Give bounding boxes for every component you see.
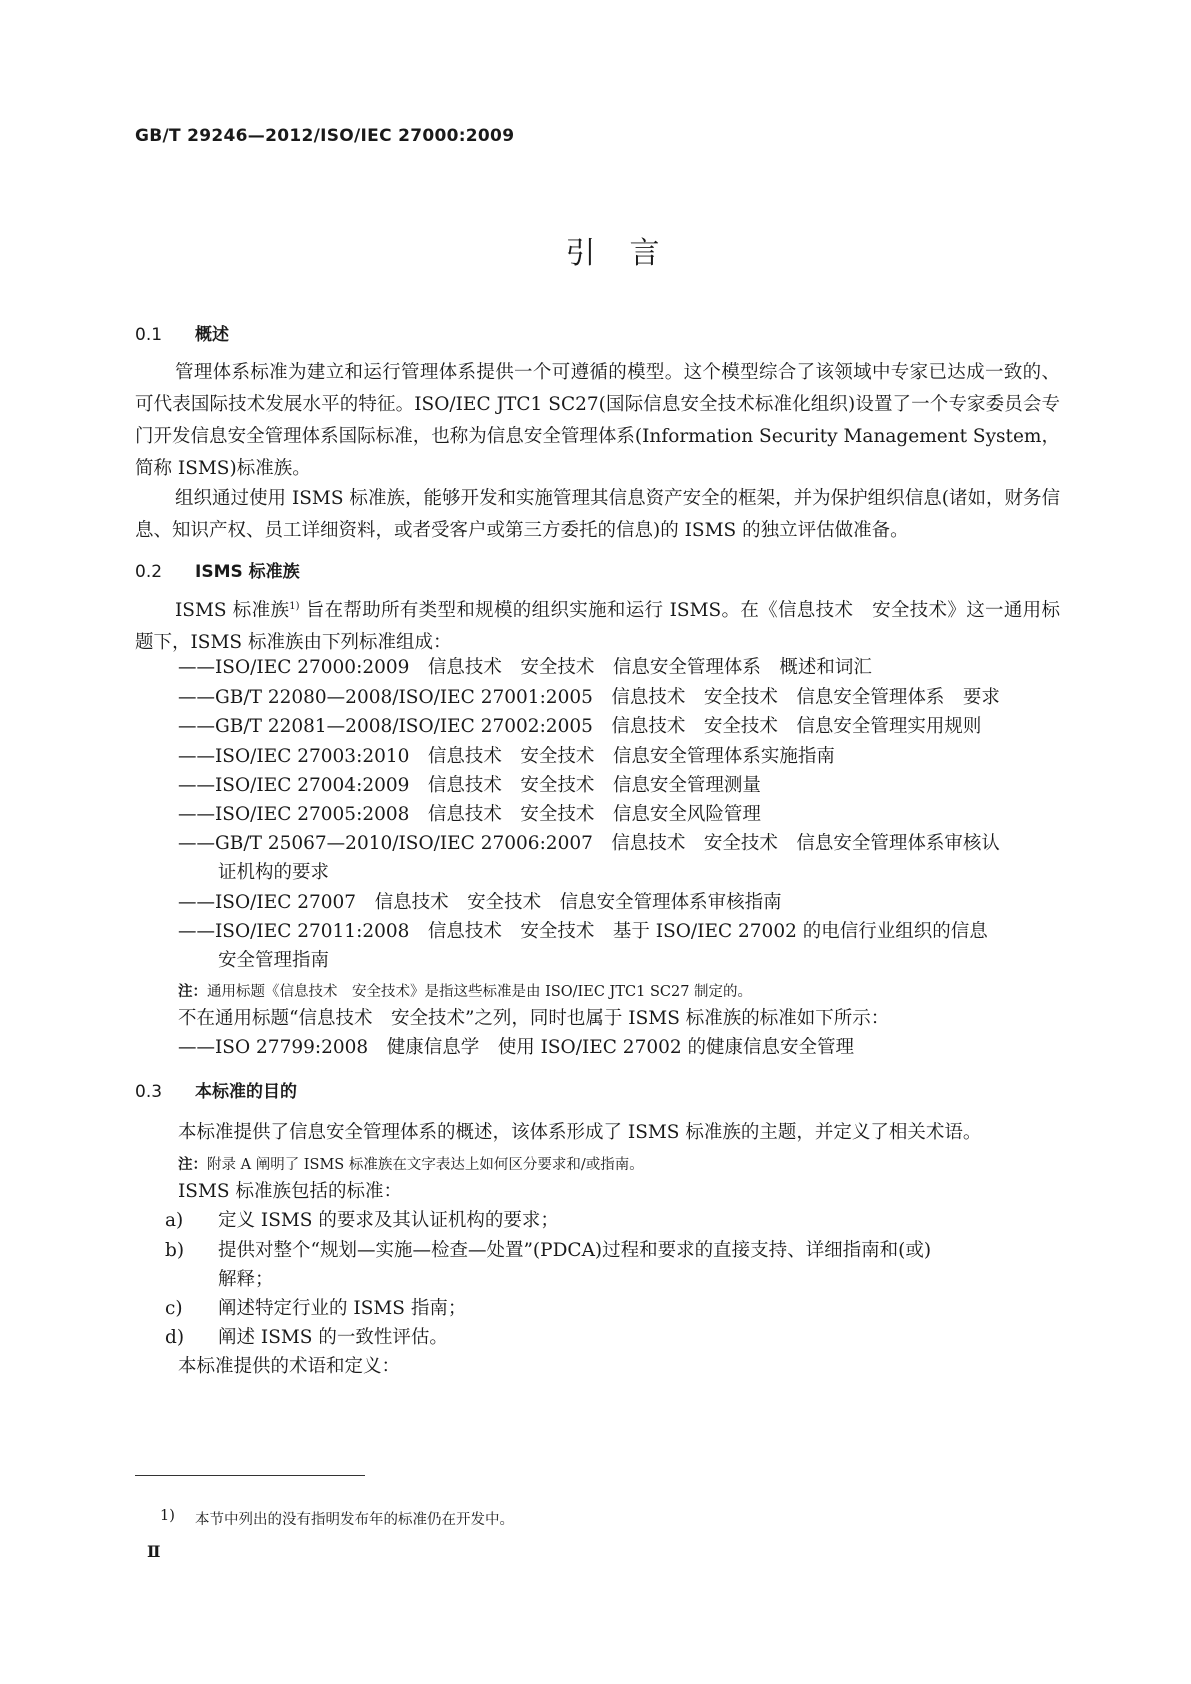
list-item: ——ISO/IEC 27005:2008 信息技术 安全技术 信息安全风险管理	[178, 804, 761, 825]
list-item: ——ISO/IEC 27000:2009 信息技术 安全技术 信息安全管理体系 概述和词汇	[178, 657, 872, 678]
list-item-continuation: 证机构的要求	[218, 862, 330, 883]
section-title: ISMS 标准族	[195, 562, 300, 582]
list-item: 阐述特定行业的 ISMS 指南；	[218, 1298, 467, 1319]
section-heading-0-2	[135, 557, 300, 582]
note-label: 注：	[178, 984, 207, 1000]
footnote-divider	[135, 1475, 365, 1476]
note	[178, 980, 752, 1001]
section-number: 0.2	[135, 562, 163, 582]
note-text: 通用标题《信息技术 安全技术》是指这些标准是由 ISO/IEC JTC1 SC27 制定的。	[207, 984, 753, 1000]
paragraph-overview-1: 管理体系标准为建立和运行管理体系提供一个可遵循的模型。这个模型综合了该领域中专家已达成一致的、可代表国际技术发展水平的特征。ISO/IEC JTC1 SC27(国际信息安全技术标准化组织)设置了一个专家委员会专门开发信息安全管理体系国际标准，也称为信息安全管理体系(Information Security Management System，简称 ISMS)标准族。	[135, 362, 1060, 479]
list-item: ——ISO/IEC 27004:2009 信息技术 安全技术 信息安全管理测量	[178, 775, 761, 796]
list-marker: c)	[165, 1298, 183, 1319]
note-label: 注：	[178, 1157, 207, 1173]
paragraph-other-standards: 不在通用标题“信息技术 安全技术”之列，同时也属于 ISMS 标准族的标准如下所示：	[178, 1008, 890, 1029]
list-item-continuation: 安全管理指南	[218, 950, 330, 971]
list-marker: b)	[165, 1240, 185, 1261]
list-item-continuation: 解释；	[218, 1269, 274, 1290]
list-item: ——ISO/IEC 27011:2008 信息技术 安全技术 基于 ISO/IEC 27002 的电信行业组织的信息	[178, 921, 988, 942]
paragraph-family-includes: ISMS 标准族包括的标准：	[178, 1181, 402, 1202]
list-item: 阐述 ISMS 的一致性评估。	[218, 1327, 448, 1348]
section-title: 概述	[195, 325, 229, 345]
page-number: Ⅱ	[147, 1542, 161, 1561]
page-title: 引言	[565, 236, 694, 271]
list-item: 定义 ISMS 的要求及其认证机构的要求；	[218, 1210, 559, 1231]
section-title: 本标准的目的	[195, 1082, 297, 1102]
document-header: GB/T 29246—2012/ISO/IEC 27000:2009	[135, 126, 515, 146]
paragraph-text: ISMS 标准族	[175, 600, 290, 622]
section-number: 0.1	[135, 325, 163, 345]
list-marker: d)	[165, 1327, 185, 1348]
paragraph-overview-2: 组织通过使用 ISMS 标准族，能够开发和实施管理其信息资产安全的框架，并为保护组织信息(诸如，财务信息、知识产权、员工详细资料，或者受客户或第三方委托的信息)的 ISMS 的独立评估做准备。	[135, 488, 1060, 541]
footnote-ref: 1)	[289, 601, 300, 612]
list-marker: a)	[165, 1210, 184, 1231]
section-heading-0-3	[135, 1077, 297, 1102]
footnote-marker: 1)	[160, 1508, 175, 1524]
paragraph-isms-family	[135, 591, 1060, 659]
note-text: 附录 A 阐明了 ISMS 标准族在文字表达上如何区分要求和/或指南。	[207, 1157, 644, 1173]
list-item: ——ISO/IEC 27003:2010 信息技术 安全技术 信息安全管理体系实施指南	[178, 746, 835, 767]
section-number: 0.3	[135, 1082, 163, 1102]
list-item: 提供对整个“规划—实施—检查—处置”(PDCA)过程和要求的直接支持、详细指南和(或)	[218, 1240, 932, 1261]
section-heading-0-1	[135, 320, 229, 345]
note	[178, 1153, 644, 1174]
list-item: ——GB/T 22080—2008/ISO/IEC 27001:2005 信息技术 安全技术 信息安全管理体系 要求	[178, 687, 1000, 708]
paragraph-text: 旨在帮助所有类型和规模的组织实施和运行 ISMS。在《信息技术 安全技术》这一通用标题下，ISMS 标准族由下列标准组成：	[135, 600, 1060, 654]
paragraph-purpose: 本标准提供了信息安全管理体系的概述，该体系形成了 ISMS 标准族的主题，并定义了相关术语。	[178, 1122, 982, 1143]
paragraph-terms: 本标准提供的术语和定义：	[178, 1356, 401, 1377]
list-item: ——ISO 27799:2008 健康信息学 使用 ISO/IEC 27002 的健康信息安全管理	[178, 1037, 855, 1058]
footnote-text: 本节中列出的没有指明发布年的标准仍在开发中。	[195, 1512, 514, 1528]
list-item: ——GB/T 22081—2008/ISO/IEC 27002:2005 信息技术 安全技术 信息安全管理实用规则	[178, 716, 982, 737]
list-item: ——GB/T 25067—2010/ISO/IEC 27006:2007 信息技术 安全技术 信息安全管理体系审核认	[178, 833, 1000, 854]
list-item: ——ISO/IEC 27007 信息技术 安全技术 信息安全管理体系审核指南	[178, 892, 782, 913]
